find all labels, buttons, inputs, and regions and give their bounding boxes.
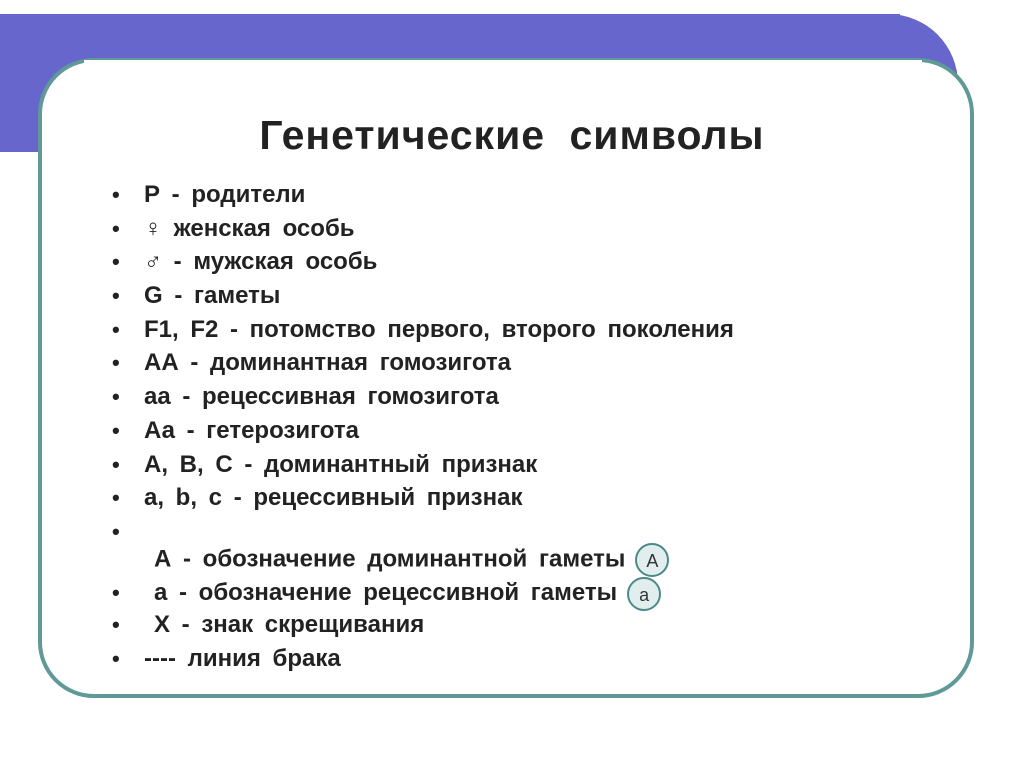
list-item-text: а, b, с - рецессивный признак bbox=[144, 484, 523, 512]
list-item bbox=[112, 450, 932, 484]
list-item-text: А, В, С - доминантный признак bbox=[144, 450, 538, 478]
list-item bbox=[112, 610, 932, 644]
list-item-text: А - обозначение доминантной гаметы bbox=[154, 545, 626, 573]
list-item-text: АА - доминантная гомозигота bbox=[144, 349, 512, 377]
list-item-text: Р - родители bbox=[144, 181, 306, 208]
list-item bbox=[112, 577, 932, 611]
list-item-text: F1, F2 - потомство первого, второго поколения bbox=[144, 315, 734, 343]
bullet: • bbox=[112, 579, 120, 605]
bullet: • bbox=[112, 451, 120, 477]
list-item-text: Аа - гетерозигота bbox=[144, 416, 359, 444]
list-item-text: а - обозначение рецессивной гаметы bbox=[154, 578, 618, 606]
dominant-gamete-symbol: А bbox=[635, 543, 669, 577]
bullet: • bbox=[112, 215, 120, 241]
list-item bbox=[112, 416, 932, 450]
list-item bbox=[112, 644, 932, 678]
symbol-list bbox=[112, 180, 932, 678]
list-item-text: Х - знак скрещивания bbox=[154, 611, 425, 639]
list-item-text: ♀ женская особь bbox=[144, 214, 355, 242]
recessive-gamete-symbol: а bbox=[627, 577, 661, 611]
slide-title: Генетические символы bbox=[259, 112, 765, 158]
content-card bbox=[84, 60, 922, 100]
bullet: • bbox=[112, 612, 120, 638]
list-item-text: ♂ - мужская особь bbox=[144, 248, 378, 276]
list-item bbox=[112, 315, 932, 349]
list-item bbox=[112, 348, 932, 382]
bullet: • bbox=[112, 249, 120, 275]
list-item bbox=[112, 214, 932, 248]
bullet: • bbox=[112, 645, 120, 671]
list-item bbox=[112, 281, 932, 315]
bullet: • bbox=[112, 316, 120, 342]
bullet: • bbox=[112, 350, 120, 376]
bullet: • bbox=[112, 518, 120, 544]
bullet: • bbox=[112, 182, 120, 207]
bullet: • bbox=[112, 384, 120, 410]
list-item-text: G - гаметы bbox=[144, 282, 281, 310]
bullet: • bbox=[112, 485, 120, 511]
list-item-text: ---- линия брака bbox=[144, 644, 341, 672]
list-item bbox=[112, 180, 932, 214]
list-item bbox=[112, 543, 932, 577]
list-item bbox=[112, 247, 932, 281]
list-item bbox=[112, 483, 932, 517]
bullet: • bbox=[112, 417, 120, 443]
list-item-text: аа - рецессивная гомозигота bbox=[144, 383, 499, 411]
bullet: • bbox=[112, 283, 120, 309]
list-item bbox=[112, 517, 932, 543]
list-item bbox=[112, 382, 932, 416]
